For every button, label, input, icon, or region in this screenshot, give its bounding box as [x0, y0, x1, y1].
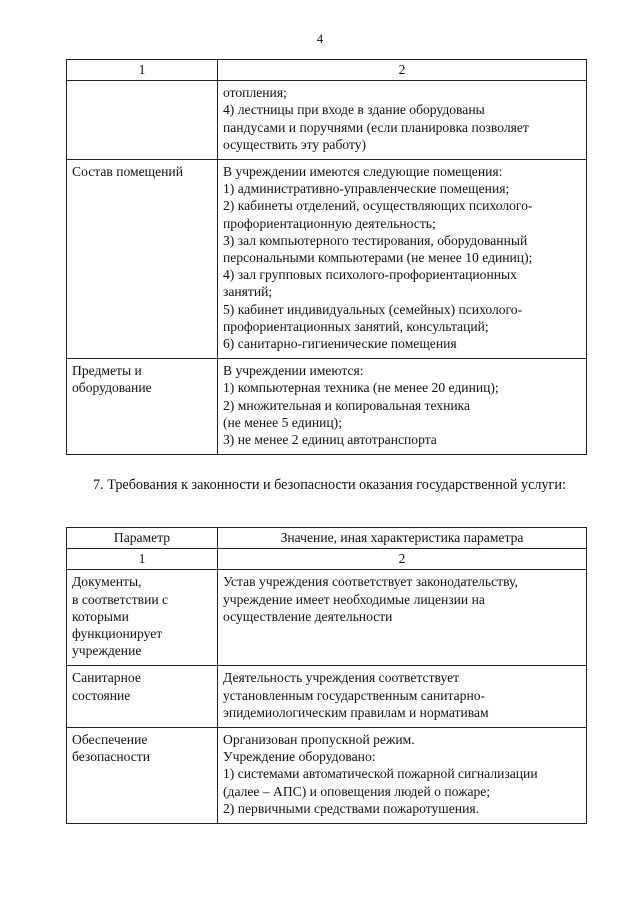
- section-7-line: 7. Требования к законности и безопасности оказания государственной: [93, 477, 518, 493]
- cell-line: занятий;: [223, 284, 273, 300]
- cell-line: Обеспечение: [72, 732, 148, 748]
- cell-line: осуществление деятельности: [223, 608, 393, 624]
- section-7-line: услуги:: [520, 477, 566, 493]
- value-cell: [218, 728, 587, 824]
- param-cell: [67, 81, 218, 160]
- page-number: 4: [316, 31, 324, 46]
- cell-line: 2) кабинеты отделений, осуществляющих психолого-: [223, 198, 533, 214]
- cell-line: учреждение имеет необходимые лицензии на: [223, 591, 485, 607]
- cell-line: персональными компьютерами (не менее 10 единиц);: [223, 250, 533, 266]
- cell-line: 1) компьютерная техника (не менее 20 единиц);: [223, 380, 499, 396]
- cell-line: 3) зал компьютерного тестирования, оборудованный: [223, 232, 528, 248]
- cell-line: В учреждении имеются следующие помещения:: [223, 164, 503, 180]
- cell-line: 1) системами автоматической пожарной сигнализации: [223, 766, 538, 782]
- cell-line: Организован пропускной режим.: [223, 732, 415, 748]
- value-cell: [218, 81, 587, 160]
- cell-line: профориентационную деятельность;: [223, 215, 436, 231]
- cell-line: которыми: [72, 608, 129, 624]
- cell-line: 5) кабинет индивидуальных (семейных) психолого-: [223, 301, 523, 317]
- cell-line: пандусами и поручнями (если планировка позволяет: [223, 119, 529, 135]
- cell-line: Предметы и: [72, 363, 142, 379]
- param-cell: [67, 728, 218, 824]
- cell-line: отопления;: [223, 85, 287, 101]
- param-cell: [67, 570, 218, 666]
- table-row: [67, 728, 587, 824]
- param-cell: [67, 666, 218, 728]
- param-cell: [67, 359, 218, 455]
- cell-line: оборудование: [72, 380, 152, 396]
- table-header-row: [67, 549, 587, 570]
- cell-line: функционирует: [72, 626, 163, 642]
- facilities-table: [66, 59, 587, 455]
- table-row: [67, 666, 587, 728]
- cell-line: 2) первичными средствами пожаротушения.: [223, 800, 479, 816]
- cell-line: 2) множительная и копировальная техника: [223, 397, 471, 413]
- cell-line: 6) санитарно-гигиенические помещения: [223, 336, 457, 352]
- cell-line: Учреждение оборудовано:: [223, 749, 376, 765]
- cell-line: Устав учреждения соответствует законодательству,: [223, 574, 518, 590]
- header-col-2: 2: [218, 60, 587, 81]
- cell-line: Документы,: [72, 574, 142, 590]
- cell-line: (далее – АПС) и оповещения людей о пожаре;: [223, 783, 491, 799]
- cell-line: в соответствии с: [72, 591, 169, 607]
- cell-line: учреждение: [72, 643, 142, 659]
- cell-line: В учреждении имеются:: [223, 363, 364, 379]
- cell-line: 4) зал групповых психолого-профориентационных: [223, 267, 517, 283]
- cell-line: эпидемиологическим правилам и нормативам: [223, 704, 489, 720]
- cell-line: Деятельность учреждения соответствует: [223, 670, 460, 686]
- header-value: Значение, иная характеристика параметра: [218, 528, 587, 549]
- cell-line: установленным государственным санитарно-: [223, 687, 486, 703]
- value-cell: [218, 570, 587, 666]
- value-cell: [218, 666, 587, 728]
- header-col-2: 2: [218, 549, 587, 570]
- table-header-row: [67, 528, 587, 549]
- cell-line: 3) не менее 2 единиц автотранспорта: [223, 432, 437, 448]
- cell-line: Состав помещений: [72, 164, 183, 180]
- table-row: [67, 160, 587, 359]
- cell-line: Санитарное: [72, 670, 141, 686]
- table-header-row: [67, 60, 587, 81]
- cell-line: (не менее 5 единиц);: [223, 414, 342, 430]
- value-cell: [218, 359, 587, 455]
- cell-line: безопасности: [72, 749, 151, 765]
- table-row: [67, 570, 587, 666]
- table-row: [67, 359, 587, 455]
- header-col-1: 1: [67, 549, 218, 570]
- section-7-heading: [66, 476, 586, 494]
- header-parameter: Параметр: [67, 528, 218, 549]
- cell-line: 1) административно-управленческие помещения;: [223, 181, 510, 197]
- header-col-1: 1: [67, 60, 218, 81]
- value-cell: [218, 160, 587, 359]
- table-row: [67, 81, 587, 160]
- legality-safety-table: [66, 527, 587, 824]
- cell-line: 4) лестницы при входе в здание оборудованы: [223, 102, 485, 118]
- cell-line: состояние: [72, 687, 131, 703]
- cell-line: осуществить эту работу): [223, 136, 367, 152]
- cell-line: профориентационных занятий, консультаций;: [223, 318, 489, 334]
- param-cell: [67, 160, 218, 359]
